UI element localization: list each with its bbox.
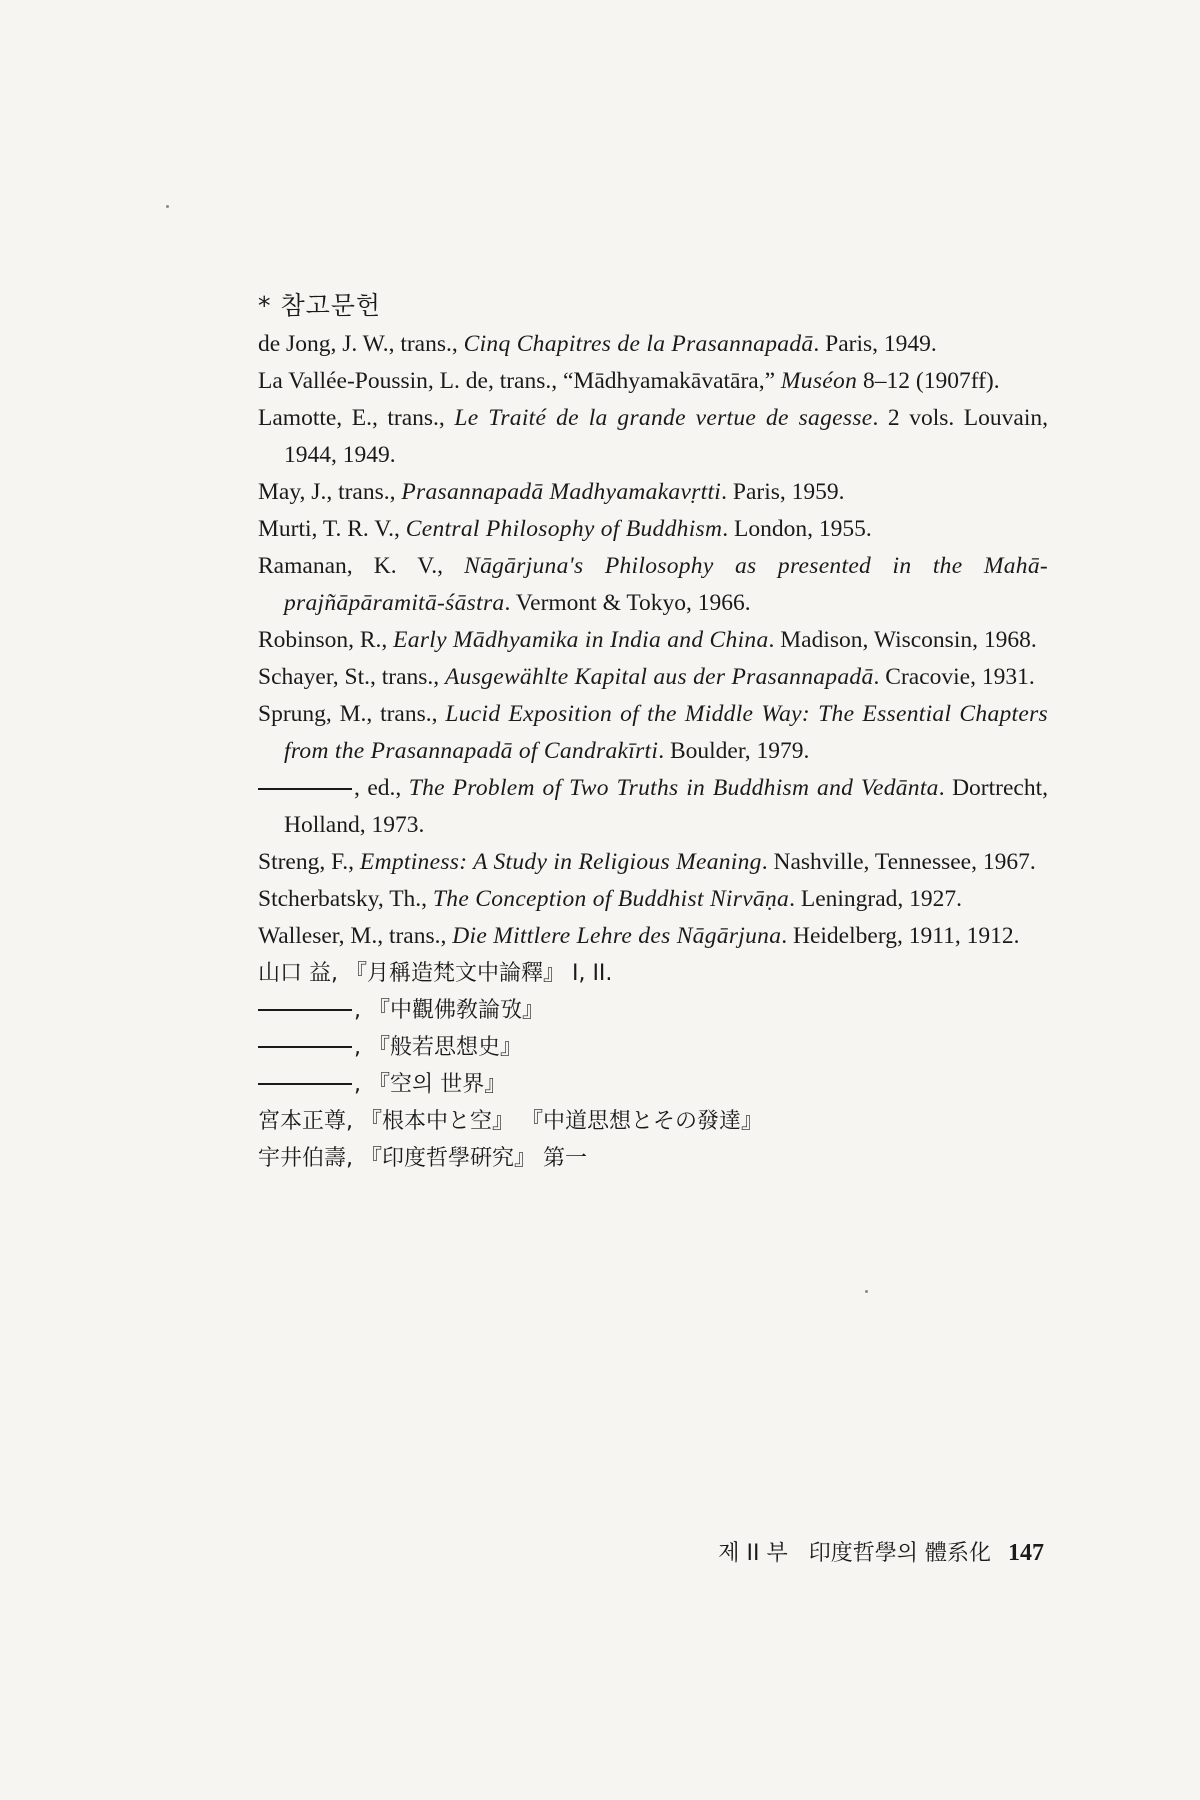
cjk-entry: 宮本正尊, 『根本中と空』 『中道思想とその發達』 (258, 1109, 763, 1134)
paper-speck (166, 205, 169, 208)
footer-part: 제 II 부 (718, 1541, 788, 1566)
entry-author: Sprung, M., trans., (258, 701, 446, 727)
entry-title: Die Mittlere Lehre des Nāgārjuna (452, 923, 782, 949)
ditto-dash (258, 1083, 352, 1085)
entry-author: de Jong, J. W., trans., (258, 331, 464, 357)
bib-entry (258, 844, 1048, 881)
entry-title: The Conception of Buddhist Nirvāṇa (432, 886, 790, 912)
entry-author: Robinson, R., (258, 627, 394, 653)
entry-publication: . Madison, Wisconsin, 1968. (768, 627, 1037, 653)
entry-title: The Problem of Two Truths in Buddhism and Vedānta (408, 775, 939, 801)
bib-entry (258, 881, 1048, 918)
bib-entry (258, 918, 1048, 955)
page-number: 147 (1008, 1540, 1044, 1566)
entry-title: Prasannapadā Madhyamakavṛtti (401, 479, 722, 505)
cjk-entry (258, 992, 1048, 1029)
bib-entry (258, 511, 1048, 548)
entry-title: Lucid Exposition of the Middle Way: The Essential Chapters from the Prasannapadā of Candrakīrti (284, 701, 1048, 764)
entry-publication: . Leningrad, 1927. (789, 886, 963, 912)
cjk-entry: 宇井伯壽, 『印度哲學硏究』 第一 (258, 1146, 587, 1171)
entry-author: Stcherbatsky, Th., (258, 886, 433, 912)
entry-author: Lamotte, E., trans., (258, 405, 455, 431)
paper-speck (865, 1290, 868, 1293)
bibliography-heading: * 참고문헌 (258, 291, 382, 320)
entry-publication: . Cracovie, 1931. (873, 664, 1035, 690)
bibliography-list (258, 326, 1048, 1177)
entry-author: Ramanan, K. V., (258, 553, 465, 579)
entry-publication: . Boulder, 1979. (658, 738, 810, 764)
cjk-entry: 山口 益, 『月稱造梵文中論釋』 I, II. (258, 961, 613, 986)
ditto-dash (258, 788, 352, 790)
bib-entry (258, 622, 1048, 659)
entry-author: , ed., (354, 775, 409, 801)
cjk-entry-text: , 『般若思想史』 (354, 1035, 522, 1060)
page-footer (664, 1536, 1044, 1567)
bib-entry (258, 400, 1048, 474)
cjk-entry-text: , 『空의 世界』 (354, 1072, 507, 1097)
entry-publication: . Paris, 1959. (721, 479, 845, 505)
bib-entry (258, 659, 1048, 696)
bib-entry (258, 326, 1048, 363)
entry-publication: . Dortrecht, Holland, 1973. (284, 775, 1048, 838)
bib-entry (258, 696, 1048, 770)
ditto-dash (258, 1046, 352, 1048)
bib-entry (258, 474, 1048, 511)
entry-author: May, J., trans., (258, 479, 402, 505)
entry-title: Ausgewählte Kapital aus der Prasannapadā (445, 664, 874, 690)
entry-publication: . London, 1955. (722, 516, 872, 542)
entry-author: Streng, F., (258, 849, 360, 875)
cjk-entry-text: , 『中觀佛敎論攷』 (354, 998, 544, 1023)
entry-author: Schayer, St., trans., (258, 664, 446, 690)
entry-title: Nāgārjuna's Philosophy as presented in the Mahā-prajñāpāramitā-śāstra (284, 553, 1048, 616)
entry-publication: . Heidelberg, 1911, 1912. (781, 923, 1020, 949)
entry-title: Early Mādhyamika in India and China (393, 627, 769, 653)
bib-entry (258, 363, 1048, 400)
ditto-dash (258, 1009, 352, 1011)
entry-publication: . Paris, 1949. (813, 331, 937, 357)
entry-publication: . 2 vols. Louvain, 1944, 1949. (284, 405, 1048, 468)
entry-publication: . Vermont & Tokyo, 1966. (504, 590, 751, 616)
bib-entry (258, 770, 1048, 844)
entry-title: Cinq Chapitres de la Prasannapadā (463, 331, 814, 357)
footer-title: 印度哲學의 體系化 (808, 1541, 991, 1566)
entry-publication: 8–12 (1907ff). (857, 368, 1000, 394)
cjk-entry (258, 1029, 1048, 1066)
entry-title: Central Philosophy of Buddhism (405, 516, 723, 542)
entry-publication: . Nashville, Tennessee, 1967. (761, 849, 1036, 875)
entry-author: Walleser, M., trans., (258, 923, 453, 949)
entry-author: La Vallée-Poussin, L. de, trans., “Mādhyamakāvatāra,” (258, 368, 781, 394)
bib-entry (258, 548, 1048, 622)
entry-title: Muséon (780, 368, 858, 394)
entry-title: Le Traité de la grande vertue de sagesse (454, 405, 873, 431)
cjk-entry (258, 1066, 1048, 1103)
entry-author: Murti, T. R. V., (258, 516, 406, 542)
entry-title: Emptiness: A Study in Religious Meaning (359, 849, 762, 875)
